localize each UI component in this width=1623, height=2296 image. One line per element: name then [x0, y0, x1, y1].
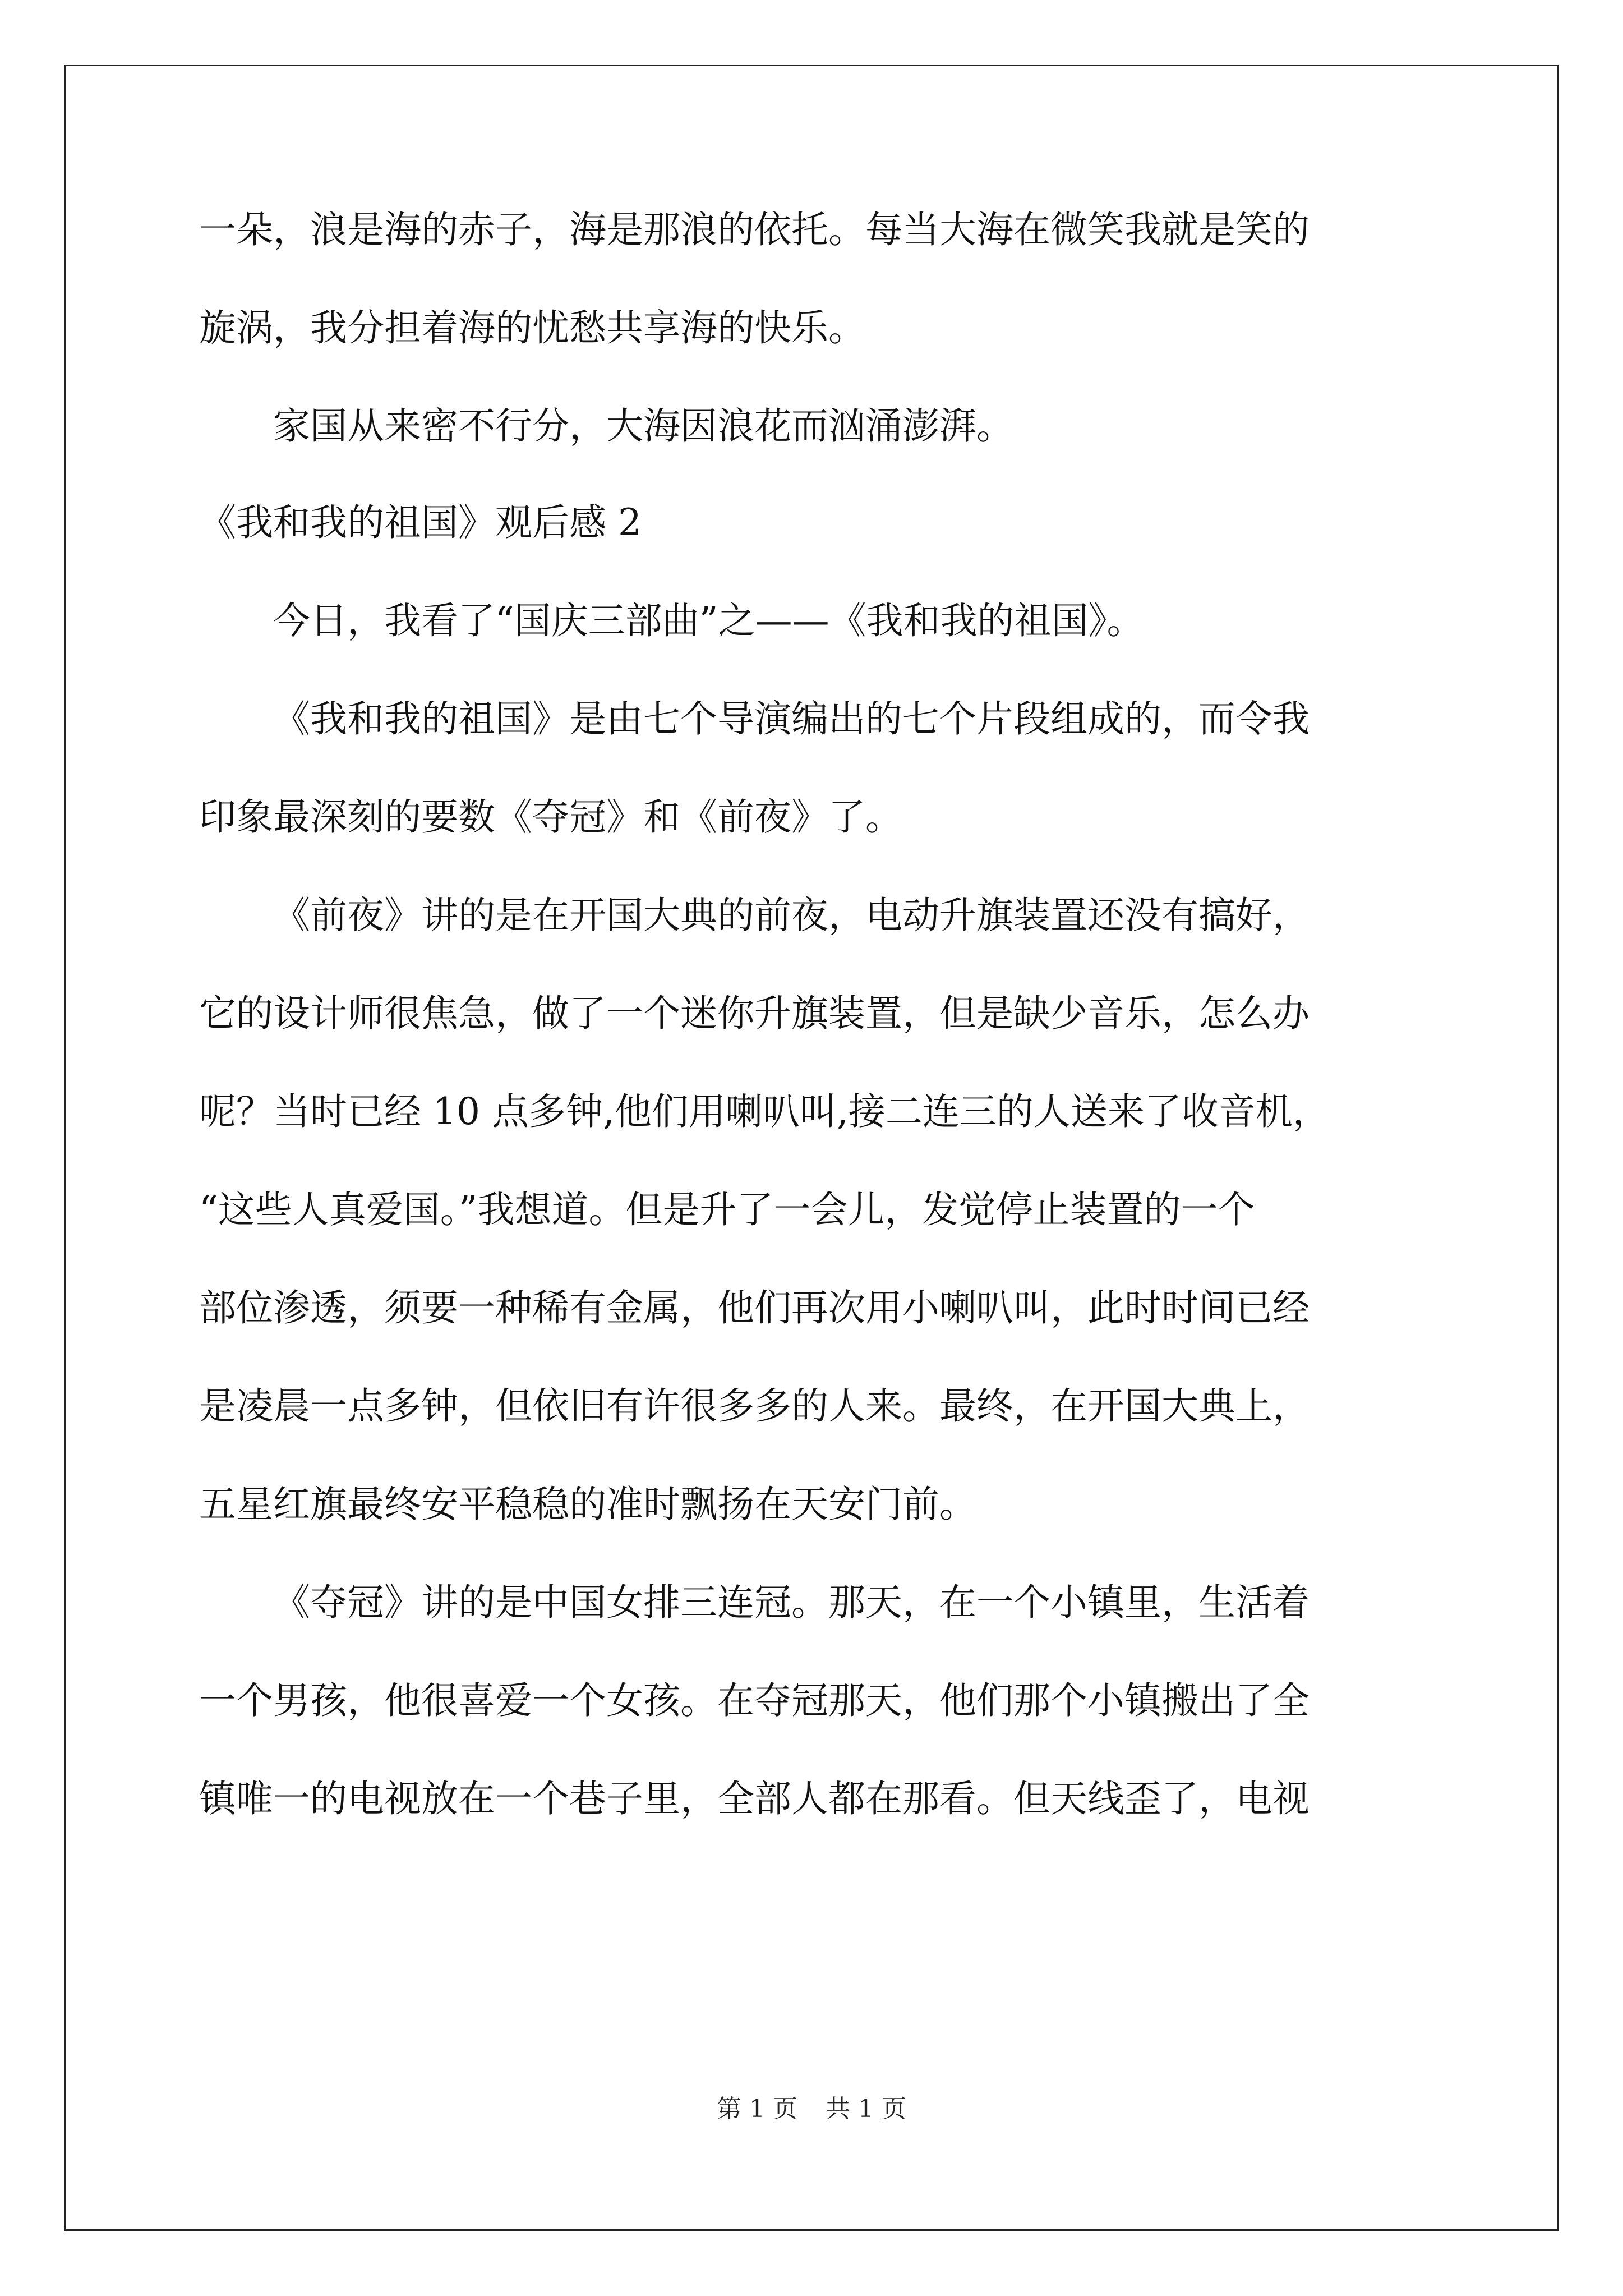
text-line: 一朵，浪是海的赤子，海是那浪的依托。每当大海在微笑我就是笑的 — [199, 208, 1310, 251]
paragraph-line: 《我和我的祖国》是由七个导演编出的七个片段组成的，而令我 — [273, 697, 1310, 740]
page-total: 共 1 页 — [826, 2095, 906, 2123]
page-number: 第 1 页 — [717, 2095, 797, 2123]
text-line: 印象最深刻的要数《夺冠》和《前夜》了。 — [199, 795, 902, 839]
text-line: 五星红旗最终安平稳稳的准时飘扬在天安门前。 — [199, 1483, 976, 1526]
page-footer — [0, 2092, 1623, 2126]
page-border — [64, 65, 1559, 2231]
text-line: 呢？当时已经 10 点多钟,他们用喇叭叫,接二连三的人送来了收音机， — [199, 1090, 1330, 1133]
section-title: 《我和我的祖国》观后感 2 — [199, 501, 642, 544]
paragraph-line: 《夺冠》讲的是中国女排三连冠。那天，在一个小镇里，生活着 — [273, 1581, 1310, 1624]
paragraph-line: 《前夜》讲的是在开国大典的前夜，电动升旗装置还没有搞好， — [273, 894, 1310, 937]
text-line: 旋涡，我分担着海的忧愁共享海的快乐。 — [199, 306, 865, 349]
text-line: “这些人真爱国。”我想道。但是升了一会儿，发觉停止装置的一个 — [199, 1188, 1255, 1231]
text-line: 它的设计师很焦急，做了一个迷你升旗装置，但是缺少音乐，怎么办 — [199, 992, 1310, 1035]
paragraph-line: 家国从来密不行分，大海因浪花而汹涌澎湃。 — [273, 404, 1013, 448]
paragraph-line: 今日，我看了“国庆三部曲”之——《我和我的祖国》。 — [273, 599, 1144, 642]
text-line: 一个男孩，他很喜爱一个女孩。在夺冠那天，他们那个小镇搬出了全 — [199, 1679, 1310, 1722]
text-line: 镇唯一的电视放在一个巷子里，全部人都在那看。但天线歪了，电视 — [199, 1777, 1310, 1820]
text-line: 是凌晨一点多钟，但依旧有许很多多的人来。最终，在开国大典上， — [199, 1384, 1310, 1428]
text-line: 部位渗透，须要一种稀有金属，他们再次用小喇叭叫，此时时间已经 — [199, 1286, 1310, 1329]
